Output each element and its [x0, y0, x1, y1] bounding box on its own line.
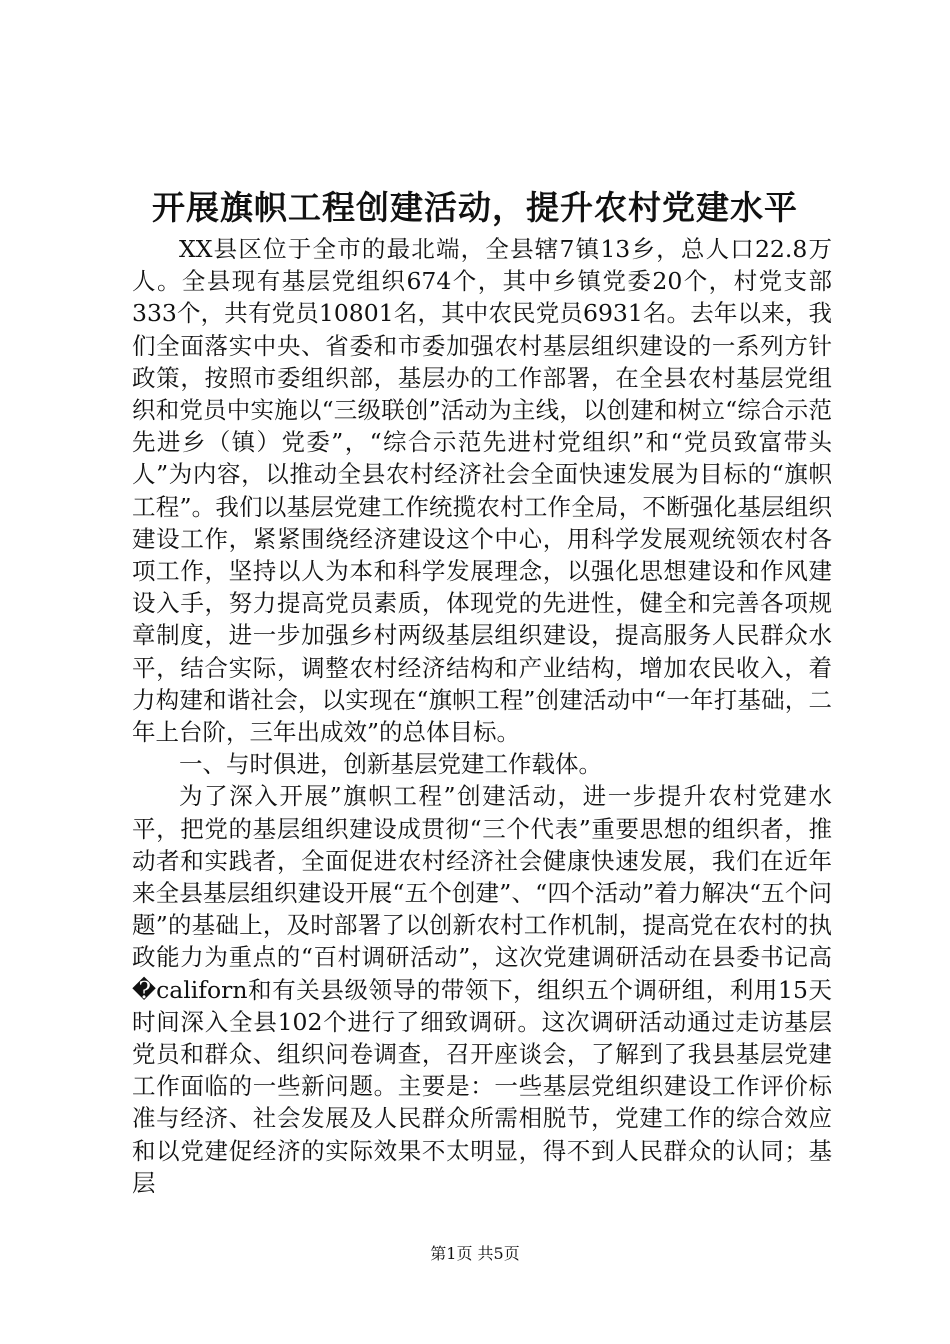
document-body: [132, 233, 832, 1199]
paragraph-intro: XX县区位于全市的最北端，全县辖7镇13乡，总人口22.8万人。全县现有基层党组织674个，其中乡镇党委20个，村党支部333个，共有党员10801名，其中农民党员6931名。去年以来，我们全面落实中央、省委和市委加强农村基层组织建设的一系列方针政策，按照市委组织部，基层办的工作部署，在全县农村基层党组织和党员中实施以“三级联创”活动为主线，以创建和树立“综合示范先进乡（镇）党委”，“综合示范先进村党组织”和“党员致富带头人”为内容，以推动全县农村经济社会全面快速发展为目标的“旗帜工程”。我们以基层党建工作统揽农村工作全局，不断强化基层组织建设工作，紧紧围绕经济建设这个中心，用科学发展观统领农村各项工作，坚持以人为本和科学发展理念，以强化思想建设和作风建设入手，努力提高党员素质，体现党的先进性，健全和完善各项规章制度，进一步加强乡村两级基层组织建设，提高服务人民群众水平，结合实际，调整农村经济结构和产业结构，增加农民收入，着力构建和谐社会，以实现在“旗帜工程”创建活动中“一年打基础，二年上台阶，三年出成效”的总体目标。: [132, 235, 832, 747]
paragraph-section-1: 为了深入开展”旗帜工程”创建活动，进一步提升农村党建水平，把党的基层组织建设成贯彻“三个代表”重要思想的组织者，推动者和实践者，全面促进农村经济社会健康快速发展，我们在近年来全县基层组织建设开展“五个创建”、“四个活动”着力解决“五个问题”的基础上，及时部署了以创新农村工作机制，提高党在农村的执政能力为重点的“百村调研活动”，这次党建调研活动在县委书记高�californ和有关县级领导的带领下，组织五个调研组，利用15天时间深入全县102个进行了细致调研。这次调研活动通过走访基层党员和群众、组织问卷调查，召开座谈会，了解到了我县基层党建工作面临的一些新问题。主要是：一些基层党组织建设工作评价标准与经济、社会发展及人民群众所需相脱节，党建工作的综合效应和以党建促经济的实际效果不太明显，得不到人民群众的认同；基层: [132, 782, 832, 1197]
section-heading-1: 一、与时俱进，创新基层党建工作载体。: [179, 750, 602, 779]
page-footer: 第1页 共5页: [430, 1244, 520, 1263]
document-title: 开展旗帜工程创建活动，提升农村党建水平: [152, 188, 798, 227]
